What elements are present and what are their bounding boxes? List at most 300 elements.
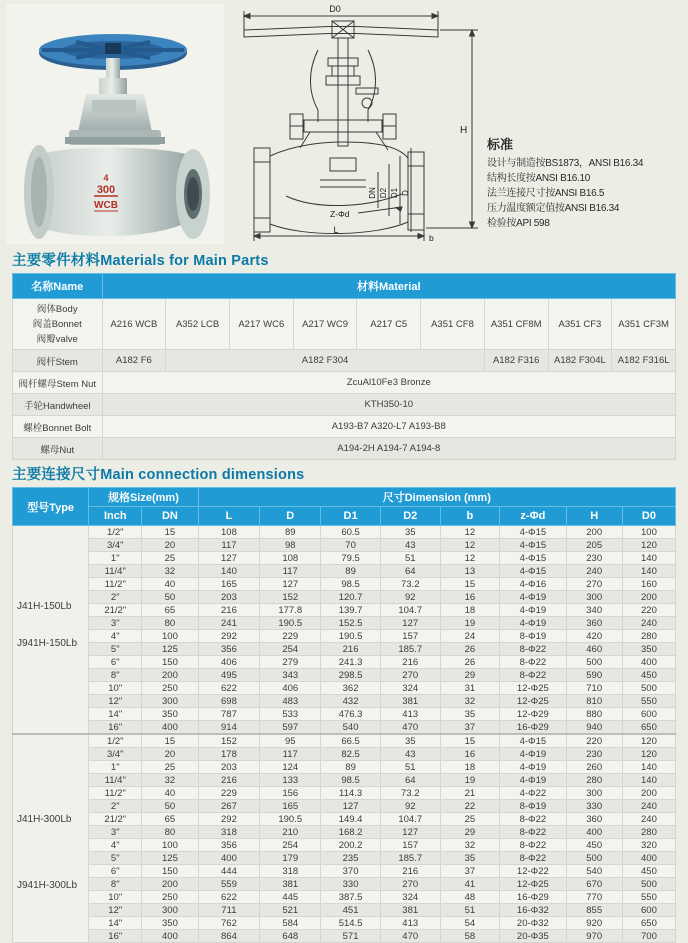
valve-type-label: J941H-150Lb [17, 637, 78, 649]
material-cell: A351 CF8M [484, 299, 548, 350]
dimension-cell: 920 [566, 917, 622, 930]
column-header: Inch [89, 507, 142, 526]
dimension-cell: 140 [622, 565, 675, 578]
dimension-cell: 330 [321, 878, 381, 891]
dimension-cell: 3" [89, 617, 142, 630]
dimension-cell: 250 [142, 891, 198, 904]
material-cell: A182 F304 [166, 350, 485, 372]
material-cell: A182 F316 [484, 350, 548, 372]
dimension-cell: 260 [566, 761, 622, 774]
dimension-cell: 279 [260, 656, 321, 669]
dimension-cell: 8" [89, 878, 142, 891]
dimension-cell: 230 [566, 748, 622, 761]
standards-line: 检验按API 598 [487, 218, 550, 229]
dimension-cell: 340 [566, 604, 622, 617]
material-cell: A182 F304L [548, 350, 612, 372]
dimension-cell: 445 [260, 891, 321, 904]
dimension-cell: 571 [321, 930, 381, 943]
svg-text:b: b [429, 233, 434, 243]
dimension-cell: 300 [566, 591, 622, 604]
dimension-cell: 100 [622, 526, 675, 539]
table-row [13, 787, 676, 800]
dimension-header: 尺寸Dimension (mm) [198, 488, 675, 507]
dimension-cell: 343 [260, 669, 321, 682]
table-row [13, 372, 676, 394]
dimension-cell: 140 [198, 565, 260, 578]
dimension-cell: 400 [622, 656, 675, 669]
table-row [13, 774, 676, 787]
dimension-cell: 700 [622, 930, 675, 943]
valve-type-label: J41H-150Lb [17, 600, 72, 612]
dimension-cell: 165 [198, 578, 260, 591]
dimension-cell: 35 [440, 852, 500, 865]
dimension-cell: 241 [198, 617, 260, 630]
table-row [13, 748, 676, 761]
dimension-cell: 25 [142, 761, 198, 774]
dimension-cell: 15 [142, 734, 198, 748]
dimension-cell: 32 [440, 839, 500, 852]
dimension-cell: 350 [142, 917, 198, 930]
dimension-cell: 4" [89, 839, 142, 852]
dimension-cell: 4-Φ15 [500, 734, 566, 748]
dimension-cell: 89 [321, 565, 381, 578]
dimension-cell: 32 [440, 695, 500, 708]
dimension-cell: 762 [198, 917, 260, 930]
column-header: DN [142, 507, 198, 526]
dimension-cell: 318 [198, 826, 260, 839]
dimension-cell: 190.5 [321, 630, 381, 643]
column-header: b [440, 507, 500, 526]
table-row [13, 695, 676, 708]
dimension-cell: 230 [566, 552, 622, 565]
dimension-cell: 80 [142, 617, 198, 630]
dimension-cell: 117 [260, 565, 321, 578]
dimension-cell: 270 [566, 578, 622, 591]
dimension-cell: 165 [260, 800, 321, 813]
dimension-cell: 185.7 [380, 643, 440, 656]
dimension-cell: 4-Φ19 [500, 617, 566, 630]
dimension-cell: 559 [198, 878, 260, 891]
dimension-cell: 140 [622, 761, 675, 774]
svg-text:H: H [460, 125, 468, 136]
dimension-cell: 127 [380, 826, 440, 839]
dimension-cell: 73.2 [380, 787, 440, 800]
dimension-cell: 10" [89, 682, 142, 695]
dimension-cell: 1/2" [89, 526, 142, 539]
dimension-cell: 240 [566, 565, 622, 578]
dimension-cell: 381 [380, 695, 440, 708]
dimension-cell: 8-Φ22 [500, 839, 566, 852]
dimensions-table [12, 487, 676, 943]
standards-line: 结构长度按ANSI B16.10 [487, 173, 591, 184]
dimension-cell: 43 [380, 539, 440, 552]
dimension-cell: 157 [380, 839, 440, 852]
dimension-cell: 160 [622, 578, 675, 591]
type-cell [13, 734, 89, 943]
dimension-cell: 787 [198, 708, 260, 721]
dimension-cell: 8-Φ22 [500, 826, 566, 839]
svg-text:Z-Φd: Z-Φd [330, 209, 350, 219]
table-row [13, 299, 676, 350]
dimension-cell: 240 [622, 617, 675, 630]
dimension-cell: 451 [321, 904, 381, 917]
dimension-cell: 270 [380, 669, 440, 682]
dimension-cell: 149.4 [321, 813, 381, 826]
dimension-cell: 12-Φ29 [500, 708, 566, 721]
standards-line: 压力温度额定值按ANSI B16.34 [487, 203, 620, 214]
dimension-cell: 216 [198, 774, 260, 787]
table-row [13, 617, 676, 630]
dimension-cell: 810 [566, 695, 622, 708]
dimension-cell: 16" [89, 930, 142, 943]
dimension-cell: 387.5 [321, 891, 381, 904]
valve-photo [6, 4, 224, 244]
dimension-cell: 300 [566, 787, 622, 800]
material-cell: A351 CF3 [548, 299, 612, 350]
column-header: D2 [380, 507, 440, 526]
top-section [0, 0, 688, 246]
dimension-cell: 12" [89, 695, 142, 708]
dimension-cell: 12 [440, 526, 500, 539]
table-row [13, 669, 676, 682]
dimension-cell: 460 [566, 643, 622, 656]
column-header: D0 [622, 507, 675, 526]
dimension-cell: 41 [440, 878, 500, 891]
dimension-cell: 21/2" [89, 813, 142, 826]
dimension-cell: 280 [622, 630, 675, 643]
dimension-cell: 35 [440, 708, 500, 721]
dimension-cell: 177.8 [260, 604, 321, 617]
dimension-cell: 600 [622, 904, 675, 917]
dimension-cell: 31 [440, 682, 500, 695]
material-cell: KTH350-10 [102, 394, 675, 416]
dimension-cell: 66.5 [321, 734, 381, 748]
dimension-cell: 168.2 [321, 826, 381, 839]
dimension-cell: 64 [380, 774, 440, 787]
dimension-cell: 156 [260, 787, 321, 800]
dimension-cell: 79.5 [321, 552, 381, 565]
dimension-cell: 11/2" [89, 578, 142, 591]
dimension-cell: 280 [622, 826, 675, 839]
dimension-cell: 120.7 [321, 591, 381, 604]
dimension-cell: 970 [566, 930, 622, 943]
dimension-cell: 19 [440, 617, 500, 630]
dimension-cell: 12-Φ22 [500, 865, 566, 878]
dimension-cell: 124 [260, 761, 321, 774]
dimension-cell: 4-Φ15 [500, 565, 566, 578]
dimension-cell: 51 [380, 552, 440, 565]
dimension-cell: 205 [566, 539, 622, 552]
dimension-cell: 648 [260, 930, 321, 943]
dimension-cell: 108 [260, 552, 321, 565]
dimension-cell: 40 [142, 578, 198, 591]
dimensions-header-row-1 [13, 488, 676, 507]
dimension-cell: 140 [622, 774, 675, 787]
dimension-cell: 362 [321, 682, 381, 695]
table-row [13, 539, 676, 552]
dimension-cell: 2" [89, 591, 142, 604]
svg-text:D2: D2 [379, 187, 388, 199]
dimension-cell: 597 [260, 721, 321, 735]
dimension-cell: 324 [380, 891, 440, 904]
dimension-cell: 14" [89, 917, 142, 930]
dimension-cell: 320 [622, 839, 675, 852]
table-row [13, 761, 676, 774]
dimension-cell: 20-Φ32 [500, 917, 566, 930]
dimension-cell: 450 [566, 839, 622, 852]
dimension-cell: 4-Φ15 [500, 526, 566, 539]
dimension-cell: 43 [380, 748, 440, 761]
dimension-cell: 70 [321, 539, 381, 552]
dimension-cell: 3/4" [89, 748, 142, 761]
dimension-cell: 120 [622, 734, 675, 748]
dimension-cell: 400 [142, 721, 198, 735]
dimension-cell: 157 [380, 630, 440, 643]
dimension-cell: 5" [89, 643, 142, 656]
table-row [13, 630, 676, 643]
dimension-cell: 6" [89, 656, 142, 669]
material-cell: ZcuAl10Fe3 Bronze [102, 372, 675, 394]
dimension-cell: 200 [142, 669, 198, 682]
dimension-cell: 318 [260, 865, 321, 878]
dimension-cell: 98.5 [321, 578, 381, 591]
table-row [13, 394, 676, 416]
dimension-cell: 12-Φ25 [500, 695, 566, 708]
size-header: 规格Size(mm) [89, 488, 198, 507]
dimension-cell: 400 [198, 852, 260, 865]
dimension-cell: 216 [198, 604, 260, 617]
dimension-cell: 350 [622, 643, 675, 656]
dimension-cell: 370 [321, 865, 381, 878]
svg-text:WCB: WCB [94, 200, 118, 211]
standards-block [487, 134, 685, 231]
dimension-cell: 4" [89, 630, 142, 643]
svg-text:D1: D1 [390, 187, 399, 199]
dimension-cell: 152 [260, 591, 321, 604]
table-row [13, 839, 676, 852]
type-header: 型号Type [13, 488, 89, 526]
dimension-cell: 185.7 [380, 852, 440, 865]
dimension-cell: 5" [89, 852, 142, 865]
dimension-cell: 8-Φ22 [500, 669, 566, 682]
dimension-cell: 203 [198, 591, 260, 604]
standards-title: 标准 [487, 137, 514, 152]
valve-diagram [226, 0, 484, 244]
dimension-cell: 500 [622, 878, 675, 891]
dimension-cell: 254 [260, 839, 321, 852]
table-row [13, 591, 676, 604]
table-row [13, 891, 676, 904]
dimension-cell: 590 [566, 669, 622, 682]
dimension-cell: 12-Φ25 [500, 878, 566, 891]
materials-header-row [13, 274, 676, 299]
dimension-cell: 51 [380, 761, 440, 774]
dimension-cell: 8-Φ19 [500, 800, 566, 813]
dimension-cell: 80 [142, 826, 198, 839]
dimension-cell: 200 [566, 526, 622, 539]
dimension-cell: 19 [440, 774, 500, 787]
dimension-cell: 51 [440, 904, 500, 917]
dimension-cell: 127 [380, 617, 440, 630]
table-row [13, 708, 676, 721]
dimension-cell: 8-Φ22 [500, 813, 566, 826]
dimension-cell: 150 [142, 656, 198, 669]
name-header: 名称Name [13, 274, 103, 299]
dimension-cell: 200 [622, 787, 675, 800]
dimension-cell: 114.3 [321, 787, 381, 800]
valve-type-label: J41H-300Lb [17, 813, 72, 825]
table-row [13, 852, 676, 865]
dimension-cell: 540 [321, 721, 381, 735]
dimension-cell: 550 [622, 891, 675, 904]
dimension-cell: 8" [89, 669, 142, 682]
dimension-cell: 6" [89, 865, 142, 878]
dimension-cell: 15 [440, 734, 500, 748]
part-name-cell: 阀杆Stem [13, 350, 103, 372]
part-name-cell: 手轮Handwheel [13, 394, 103, 416]
dimension-cell: 120 [622, 748, 675, 761]
dimension-cell: 92 [380, 591, 440, 604]
table-row [13, 416, 676, 438]
dimension-cell: 400 [622, 852, 675, 865]
dimension-cell: 864 [198, 930, 260, 943]
table-row [13, 904, 676, 917]
dimension-cell: 229 [198, 787, 260, 800]
dimension-cell: 413 [380, 917, 440, 930]
material-cell: A217 WC9 [293, 299, 357, 350]
dimension-cell: 3/4" [89, 539, 142, 552]
dimension-cell: 89 [321, 761, 381, 774]
dimension-cell: 220 [622, 604, 675, 617]
dimension-cell: 280 [566, 774, 622, 787]
dimension-cell: 179 [260, 852, 321, 865]
dimension-cell: 914 [198, 721, 260, 735]
dimension-cell: 450 [622, 669, 675, 682]
column-header: L [198, 507, 260, 526]
dimension-cell: 298.5 [321, 669, 381, 682]
dimension-cell: 406 [260, 682, 321, 695]
dimension-cell: 29 [440, 826, 500, 839]
dimension-cell: 40 [142, 787, 198, 800]
dimension-cell: 216 [380, 865, 440, 878]
dimension-cell: 500 [622, 682, 675, 695]
dimension-cell: 8-Φ22 [500, 643, 566, 656]
material-cell: A194-2H A194-7 A194-8 [102, 438, 675, 460]
dimension-cell: 125 [142, 852, 198, 865]
dimension-cell: 139.7 [321, 604, 381, 617]
dimension-cell: 444 [198, 865, 260, 878]
standards-line: 设计与制造按BS1873，ANSI B16.34 [487, 158, 644, 169]
dimension-cell: 533 [260, 708, 321, 721]
dimension-cell: 500 [566, 852, 622, 865]
dimension-cell: 16" [89, 721, 142, 735]
table-row [13, 865, 676, 878]
dimension-cell: 12 [440, 552, 500, 565]
dimension-cell: 12" [89, 904, 142, 917]
material-cell: A182 F6 [102, 350, 166, 372]
dimension-cell: 4-Φ15 [500, 539, 566, 552]
dimension-cell: 600 [622, 708, 675, 721]
dimension-cell: 127 [198, 552, 260, 565]
dimension-cell: 250 [142, 682, 198, 695]
dimension-cell: 200 [142, 878, 198, 891]
dimension-cell: 470 [380, 930, 440, 943]
dimension-cell: 58 [440, 930, 500, 943]
dimensions-section-title: 主要连接尺寸Main connection dimensions [12, 467, 305, 483]
dimension-cell: 476.3 [321, 708, 381, 721]
material-cell: A351 CF8 [421, 299, 485, 350]
part-name-cell: 螺母Nut [13, 438, 103, 460]
table-row [13, 734, 676, 748]
dimension-cell: 356 [198, 643, 260, 656]
dimension-cell: 16 [440, 591, 500, 604]
dimension-cell: 13 [440, 565, 500, 578]
dimension-cell: 26 [440, 643, 500, 656]
dimension-cell: 18 [440, 761, 500, 774]
material-cell: A216 WCB [102, 299, 166, 350]
dimension-cell: 670 [566, 878, 622, 891]
dimension-cell: 4-Φ19 [500, 774, 566, 787]
valve-type-label: J941H-300Lb [17, 879, 78, 891]
dimension-cell: 855 [566, 904, 622, 917]
svg-text:D0: D0 [329, 4, 341, 14]
dimension-cell: 25 [142, 552, 198, 565]
dimension-cell: 406 [198, 656, 260, 669]
dimension-cell: 11/2" [89, 787, 142, 800]
svg-text:4: 4 [103, 173, 109, 183]
dimension-cell: 4-Φ19 [500, 591, 566, 604]
dimension-cell: 29 [440, 669, 500, 682]
table-row [13, 643, 676, 656]
dimension-cell: 381 [380, 904, 440, 917]
dimension-cell: 540 [566, 865, 622, 878]
dimension-cell: 550 [622, 695, 675, 708]
dimension-cell: 125 [142, 643, 198, 656]
dimension-cell: 32 [142, 565, 198, 578]
table-row [13, 930, 676, 943]
dimension-cell: 16-Φ29 [500, 891, 566, 904]
dimension-cell: 104.7 [380, 604, 440, 617]
dimension-cell: 54 [440, 917, 500, 930]
table-row [13, 682, 676, 695]
dimension-cell: 20-Φ35 [500, 930, 566, 943]
dimension-cell: 18 [440, 604, 500, 617]
dimension-cell: 8-Φ22 [500, 656, 566, 669]
table-row [13, 800, 676, 813]
dimension-cell: 203 [198, 761, 260, 774]
dimension-cell: 500 [566, 656, 622, 669]
dimension-cell: 1/2" [89, 734, 142, 748]
dimension-cell: 450 [622, 865, 675, 878]
dimension-cell: 11/4" [89, 774, 142, 787]
material-cell: A193-B7 A320-L7 A193-B8 [102, 416, 675, 438]
dimension-cell: 37 [440, 721, 500, 735]
dimension-cell: 190.5 [260, 813, 321, 826]
dimension-cell: 22 [440, 800, 500, 813]
dimension-cell: 940 [566, 721, 622, 735]
dimension-cell: 12-Φ25 [500, 682, 566, 695]
dimension-cell: 15 [142, 526, 198, 539]
dimension-cell: 4-Φ22 [500, 787, 566, 800]
dimension-cell: 20 [142, 539, 198, 552]
dimension-cell: 770 [566, 891, 622, 904]
table-row [13, 565, 676, 578]
dimensions-table-body [13, 526, 676, 943]
dimension-cell: 92 [380, 800, 440, 813]
dimension-cell: 32 [142, 774, 198, 787]
dimension-cell: 37 [440, 865, 500, 878]
dimension-cell: 152.5 [321, 617, 381, 630]
